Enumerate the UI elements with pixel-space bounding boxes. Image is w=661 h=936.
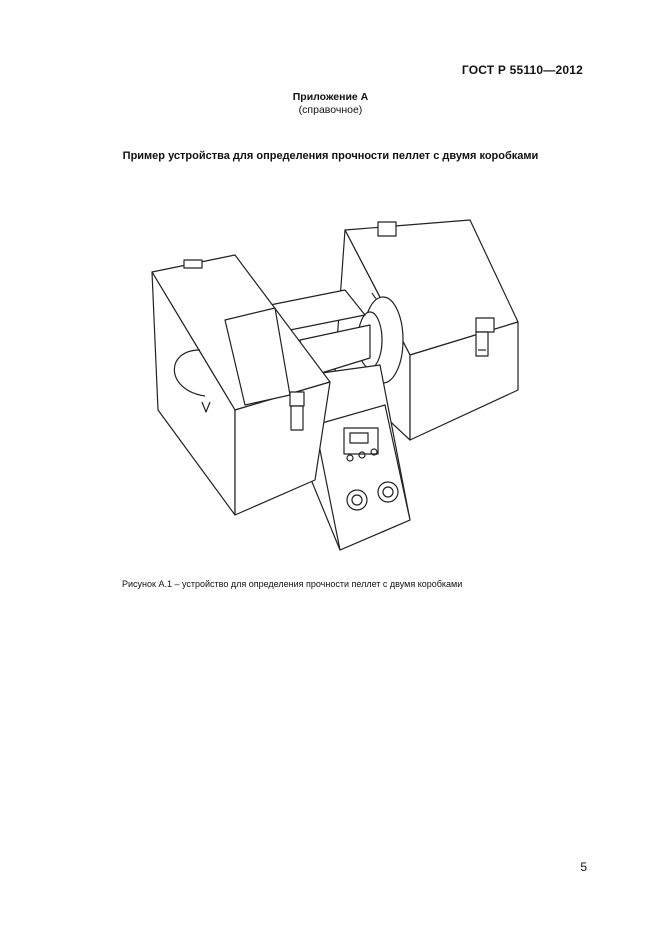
page-number: 5 (580, 860, 587, 874)
appendix-title: Приложение А (292, 91, 369, 103)
pellet-tester-drawing (140, 200, 540, 570)
device-figure (140, 200, 540, 570)
section-heading: Пример устройства для определения прочности пеллет с двумя коробками (122, 150, 539, 162)
appendix-subtitle: (справочное) (298, 104, 363, 116)
figure-caption: Рисунок А.1 – устройство для определения прочности пеллет с двумя коробками (122, 579, 463, 589)
left-box (152, 255, 330, 515)
standard-code: ГОСТ Р 55110—2012 (461, 63, 583, 77)
